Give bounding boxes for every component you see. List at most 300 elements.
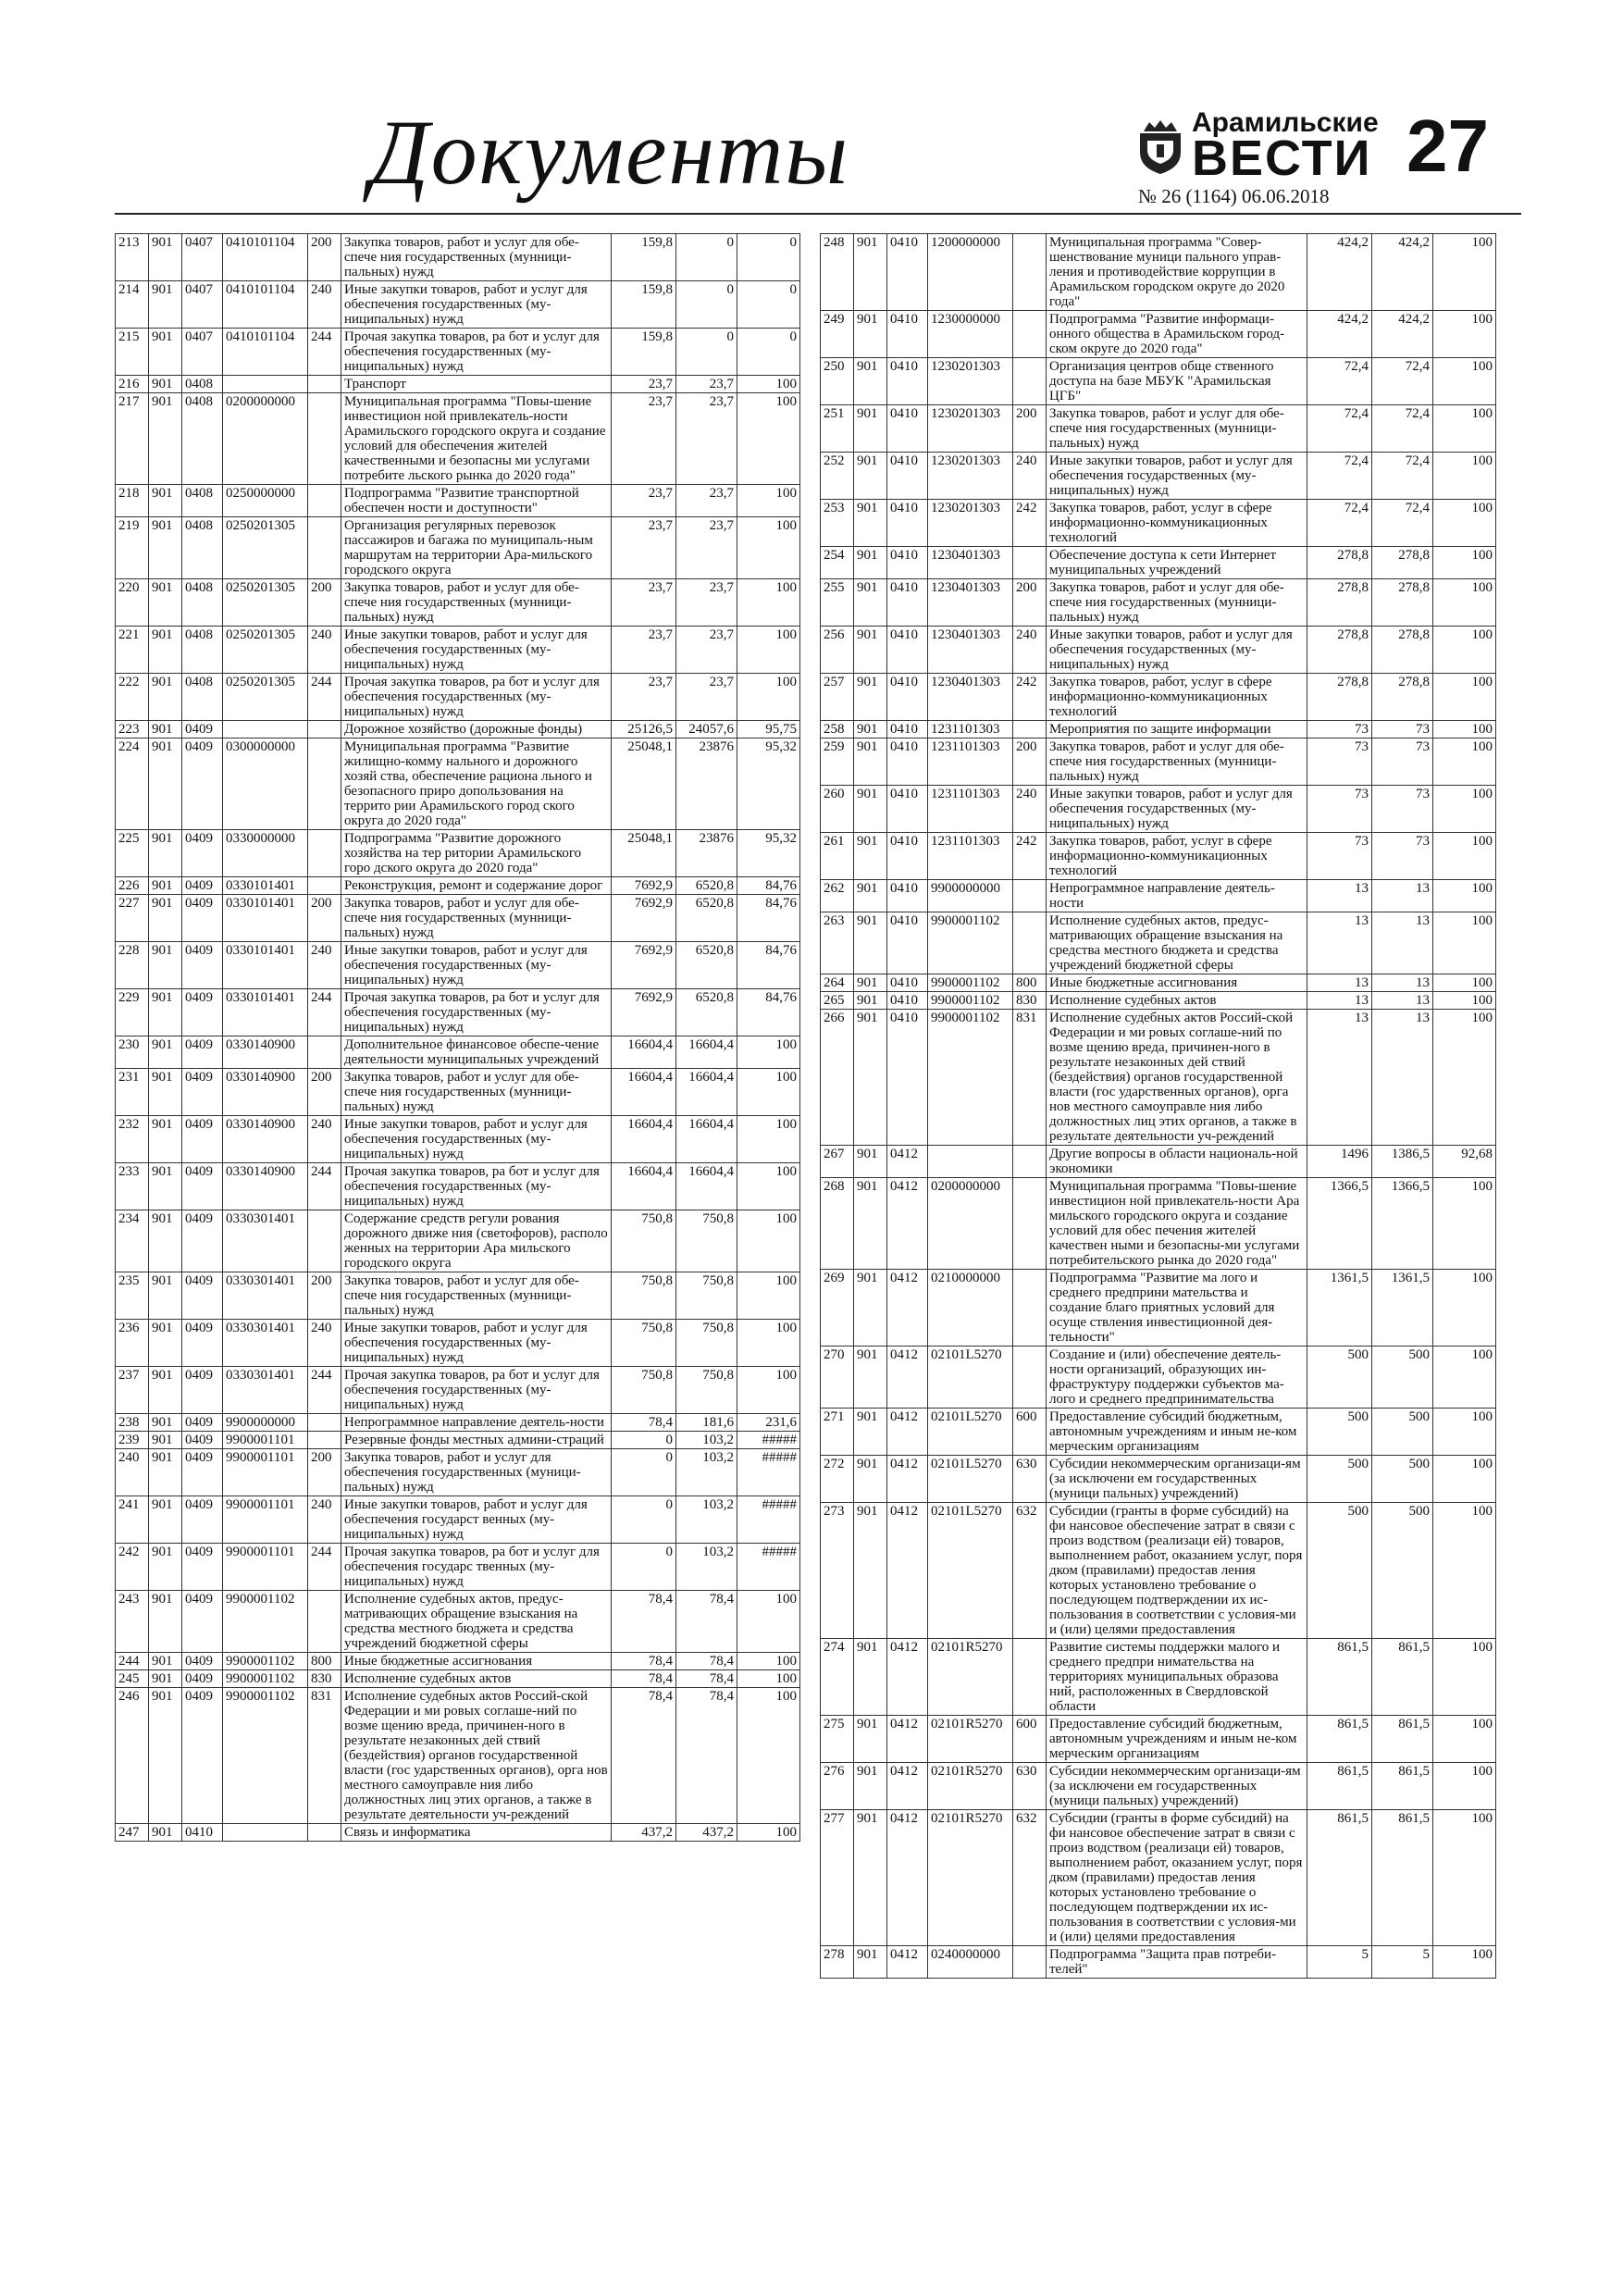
section-code: 0410 <box>182 1824 223 1842</box>
expense-type <box>308 393 341 485</box>
item-name: Обеспечение доступа к сети Интернет муниципальных учреждений <box>1047 547 1307 579</box>
item-name: Закупка товаров, работ и услуг для обе-спече ния государственных (мунници-пальных) нужд <box>341 1272 612 1320</box>
expense-type <box>308 517 341 579</box>
executed-amount: 23,7 <box>676 674 737 721</box>
planned-amount: 0 <box>612 1432 676 1449</box>
expense-type <box>308 1414 341 1432</box>
admin-code: 901 <box>854 453 887 500</box>
table-row <box>116 1591 800 1653</box>
target-code: 0410101104 <box>223 281 308 329</box>
admin-code: 901 <box>854 721 887 738</box>
planned-amount: 73 <box>1307 786 1372 833</box>
table-row <box>116 830 800 877</box>
executed-amount: 278,8 <box>1372 674 1433 721</box>
admin-code: 901 <box>149 738 182 830</box>
section-code: 0409 <box>182 1544 223 1591</box>
planned-amount: 500 <box>1307 1503 1372 1639</box>
planned-amount: 424,2 <box>1307 311 1372 358</box>
planned-amount: 861,5 <box>1307 1810 1372 1946</box>
execution-percent: 100 <box>737 393 800 485</box>
table-row <box>116 329 800 376</box>
row-number: 217 <box>116 393 149 485</box>
admin-code: 901 <box>149 989 182 1036</box>
item-name: Исполнение судебных актов <box>1047 992 1307 1010</box>
section-code: 0408 <box>182 376 223 393</box>
planned-amount: 25126,5 <box>612 721 676 738</box>
planned-amount: 861,5 <box>1307 1639 1372 1716</box>
planned-amount: 25048,1 <box>612 830 676 877</box>
admin-code: 901 <box>854 1946 887 1979</box>
section-code: 0409 <box>182 1163 223 1210</box>
expense-type <box>308 1591 341 1653</box>
target-code: 1230201303 <box>928 453 1013 500</box>
target-code: 0330101401 <box>223 989 308 1036</box>
target-code: 0210000000 <box>928 1270 1013 1347</box>
target-code: 0410101104 <box>223 329 308 376</box>
item-name: Закупка товаров, работ и услуг для обе-спече ния государственных (мунници-пальных) нужд <box>341 1069 612 1116</box>
item-name: Прочая закупка товаров, ра бот и услуг для обеспечения государственных (му-ниципальных) нужд <box>341 1367 612 1414</box>
section-code: 0409 <box>182 1449 223 1496</box>
target-code: 0330301401 <box>223 1320 308 1367</box>
target-code: 9900001101 <box>223 1432 308 1449</box>
brand-top: Арамильские <box>1192 107 1379 138</box>
expense-type <box>308 376 341 393</box>
admin-code: 901 <box>149 942 182 989</box>
table-row <box>821 833 1496 880</box>
item-name: Прочая закупка товаров, ра бот и услуг для обеспечения государственных (му-ниципальных) нужд <box>341 674 612 721</box>
admin-code: 901 <box>149 376 182 393</box>
item-name: Транспорт <box>341 376 612 393</box>
target-code: 02101R5270 <box>928 1639 1013 1716</box>
target-code: 0330301401 <box>223 1210 308 1272</box>
row-number: 255 <box>821 579 854 627</box>
table-row <box>821 500 1496 547</box>
expense-type: 200 <box>308 579 341 627</box>
admin-code: 901 <box>149 579 182 627</box>
admin-code: 901 <box>854 992 887 1010</box>
planned-amount: 278,8 <box>1307 579 1372 627</box>
planned-amount: 23,7 <box>612 517 676 579</box>
target-code: 0330301401 <box>223 1367 308 1414</box>
execution-percent: 100 <box>1433 627 1496 674</box>
execution-percent: 100 <box>1433 1810 1496 1946</box>
execution-percent: 100 <box>737 1320 800 1367</box>
item-name: Муниципальная программа "Совер-шенствование муници пального управ-ления и противодействие коррупции в Арамильском городском округе до 2020 года" <box>1047 234 1307 311</box>
section-code: 0410 <box>887 311 928 358</box>
target-code: 02101R5270 <box>928 1810 1013 1946</box>
admin-code: 901 <box>149 1210 182 1272</box>
executed-amount: 1386,5 <box>1372 1146 1433 1178</box>
expense-type: 240 <box>1013 786 1047 833</box>
executed-amount: 103,2 <box>676 1496 737 1544</box>
planned-amount: 16604,4 <box>612 1116 676 1163</box>
executed-amount: 0 <box>676 281 737 329</box>
item-name: Закупка товаров, работ и услуг для обе-спече ния государственных (мунници-пальных) нужд <box>1047 405 1307 453</box>
admin-code: 901 <box>149 1824 182 1842</box>
item-name: Предоставление субсидий бюджетным, автономным учреждениям и иным не-ком мерческим организациям <box>1047 1409 1307 1456</box>
executed-amount: 6520,8 <box>676 942 737 989</box>
admin-code: 901 <box>854 1270 887 1347</box>
expense-type <box>1013 547 1047 579</box>
admin-code: 901 <box>854 234 887 311</box>
issue-info: № 26 (1164) 06.06.2018 <box>1138 185 1330 207</box>
expense-type: 632 <box>1013 1810 1047 1946</box>
planned-amount: 424,2 <box>1307 234 1372 311</box>
table-row <box>821 1010 1496 1146</box>
table-row <box>116 627 800 674</box>
item-name: Исполнение судебных актов, предус-матривающих обращение взыскания на средства местного бюджета и средства учреждений бюджетной сферы <box>1047 912 1307 974</box>
row-number: 221 <box>116 627 149 674</box>
item-name: Иные бюджетные ассигнования <box>341 1653 612 1670</box>
expense-type <box>1013 1178 1047 1270</box>
execution-percent: 100 <box>1433 833 1496 880</box>
target-code: 1231101303 <box>928 833 1013 880</box>
page-header <box>0 0 1623 222</box>
admin-code: 901 <box>149 1163 182 1210</box>
section-code: 0410 <box>887 738 928 786</box>
expense-type <box>1013 721 1047 738</box>
admin-code: 901 <box>149 1670 182 1688</box>
execution-percent: 100 <box>1433 234 1496 311</box>
item-name: Закупка товаров, работ и услуг для обе-спече ния государственных (мунници-пальных) нужд <box>341 895 612 942</box>
admin-code: 901 <box>854 547 887 579</box>
table-row <box>821 880 1496 912</box>
row-number: 235 <box>116 1272 149 1320</box>
section-code: 0409 <box>182 721 223 738</box>
table-row <box>116 1544 800 1591</box>
expense-type: 244 <box>308 1163 341 1210</box>
target-code: 0330140900 <box>223 1036 308 1069</box>
table-row <box>116 1069 800 1116</box>
row-number: 249 <box>821 311 854 358</box>
planned-amount: 78,4 <box>612 1653 676 1670</box>
expense-type <box>1013 234 1047 311</box>
row-number: 276 <box>821 1763 854 1810</box>
admin-code: 901 <box>854 1503 887 1639</box>
executed-amount: 78,4 <box>676 1688 737 1824</box>
section-code: 0409 <box>182 1069 223 1116</box>
section-code: 0410 <box>887 721 928 738</box>
planned-amount: 0 <box>612 1544 676 1591</box>
section-code: 0412 <box>887 1946 928 1979</box>
section-code: 0409 <box>182 877 223 895</box>
planned-amount: 23,7 <box>612 393 676 485</box>
target-code <box>928 1146 1013 1178</box>
row-number: 215 <box>116 329 149 376</box>
section-code: 0412 <box>887 1503 928 1639</box>
execution-percent: 100 <box>1433 721 1496 738</box>
expense-type: 800 <box>1013 974 1047 992</box>
executed-amount: 424,2 <box>1372 234 1433 311</box>
item-name: Организация регулярных перевозок пассажиров и багажа по муниципаль-ным маршрутам на территории Ара-мильского городского округа <box>341 517 612 579</box>
executed-amount: 72,4 <box>1372 405 1433 453</box>
planned-amount: 7692,9 <box>612 942 676 989</box>
budget-table-left <box>115 233 800 1842</box>
execution-percent: 84,76 <box>737 989 800 1036</box>
item-name: Закупка товаров, работ и услуг для обе-спече ния государственных (мунници-пальных) нужд <box>1047 738 1307 786</box>
execution-percent: 100 <box>1433 1409 1496 1456</box>
table-row <box>116 1320 800 1367</box>
section-code: 0410 <box>887 786 928 833</box>
expense-type: 831 <box>1013 1010 1047 1146</box>
table-row <box>116 1367 800 1414</box>
target-code: 0250201305 <box>223 627 308 674</box>
row-number: 245 <box>116 1670 149 1688</box>
table-row <box>821 738 1496 786</box>
planned-amount: 78,4 <box>612 1688 676 1824</box>
expense-type: 200 <box>1013 405 1047 453</box>
planned-amount: 1366,5 <box>1307 1178 1372 1270</box>
planned-amount: 278,8 <box>1307 627 1372 674</box>
section-code: 0409 <box>182 1036 223 1069</box>
execution-percent: 100 <box>1433 880 1496 912</box>
row-number: 267 <box>821 1146 854 1178</box>
section-code: 0407 <box>182 329 223 376</box>
table-row <box>116 895 800 942</box>
planned-amount: 23,7 <box>612 485 676 517</box>
row-number: 262 <box>821 880 854 912</box>
row-number: 265 <box>821 992 854 1010</box>
item-name: Прочая закупка товаров, ра бот и услуг для обеспечения государственных (му-ниципальных) нужд <box>341 329 612 376</box>
execution-percent: 100 <box>737 1069 800 1116</box>
coat-of-arms-icon <box>1136 118 1184 174</box>
executed-amount: 78,4 <box>676 1653 737 1670</box>
target-code: 0330140900 <box>223 1116 308 1163</box>
row-number: 253 <box>821 500 854 547</box>
row-number: 240 <box>116 1449 149 1496</box>
executed-amount: 6520,8 <box>676 877 737 895</box>
executed-amount: 103,2 <box>676 1449 737 1496</box>
section-code: 0408 <box>182 517 223 579</box>
row-number: 266 <box>821 1010 854 1146</box>
expense-type: 200 <box>308 1272 341 1320</box>
table-row <box>821 234 1496 311</box>
table-row <box>116 234 800 281</box>
row-number: 256 <box>821 627 854 674</box>
expense-type <box>1013 358 1047 405</box>
planned-amount: 78,4 <box>612 1670 676 1688</box>
target-code: 0330101401 <box>223 942 308 989</box>
admin-code: 901 <box>854 1810 887 1946</box>
expense-type: 600 <box>1013 1409 1047 1456</box>
table-row <box>116 1272 800 1320</box>
admin-code: 901 <box>149 1069 182 1116</box>
executed-amount: 500 <box>1372 1347 1433 1409</box>
expense-type: 242 <box>1013 833 1047 880</box>
planned-amount: 73 <box>1307 833 1372 880</box>
executed-amount: 23,7 <box>676 579 737 627</box>
target-code: 02101R5270 <box>928 1763 1013 1810</box>
section-code: 0409 <box>182 738 223 830</box>
execution-percent: 100 <box>1433 974 1496 992</box>
table-row <box>116 485 800 517</box>
section-code: 0410 <box>887 992 928 1010</box>
admin-code: 901 <box>149 1591 182 1653</box>
executed-amount: 13 <box>1372 912 1433 974</box>
admin-code: 901 <box>854 627 887 674</box>
execution-percent: 100 <box>1433 579 1496 627</box>
target-code: 1230201303 <box>928 405 1013 453</box>
section-code: 0408 <box>182 579 223 627</box>
execution-percent: ##### <box>737 1544 800 1591</box>
execution-percent: 100 <box>1433 500 1496 547</box>
row-number: 224 <box>116 738 149 830</box>
expense-type <box>1013 912 1047 974</box>
item-name: Закупка товаров, работ и услуг для обе-спече ния государственных (мунници-пальных) нужд <box>341 234 612 281</box>
section-code: 0409 <box>182 1591 223 1653</box>
row-number: 264 <box>821 974 854 992</box>
executed-amount: 0 <box>676 329 737 376</box>
planned-amount: 13 <box>1307 912 1372 974</box>
planned-amount: 861,5 <box>1307 1716 1372 1763</box>
execution-percent: 95,32 <box>737 738 800 830</box>
expense-type: 830 <box>1013 992 1047 1010</box>
item-name: Закупка товаров, работ, услуг в сфере информационно-коммуникационных технологий <box>1047 833 1307 880</box>
item-name: Подпрограмма "Развитие информаци-онного общества в Арамильском город-ском округе до 2020 года" <box>1047 311 1307 358</box>
admin-code: 901 <box>149 674 182 721</box>
budget-table-right <box>820 233 1496 1979</box>
execution-percent: 100 <box>1433 1456 1496 1503</box>
target-code: 1230000000 <box>928 311 1013 358</box>
admin-code: 901 <box>854 880 887 912</box>
admin-code: 901 <box>854 1347 887 1409</box>
item-name: Иные закупки товаров, работ и услуг для обеспечения государственных (му-ниципальных) нужд <box>341 942 612 989</box>
planned-amount: 23,7 <box>612 627 676 674</box>
item-name: Закупка товаров, работ и услуг для обеспечения государственных (муници-пальных) нужд <box>341 1449 612 1496</box>
table-row <box>821 1639 1496 1716</box>
admin-code: 901 <box>149 627 182 674</box>
row-number: 218 <box>116 485 149 517</box>
expense-type: 200 <box>1013 579 1047 627</box>
item-name: Муниципальная программа "Развитие жилищно-комму нального и дорожного хозяй ства, обеспечение рациона льного и безопасного приро допользования на террито рии Арамильского город ского округа до 2020 года" <box>341 738 612 830</box>
target-code: 1231101303 <box>928 738 1013 786</box>
table-row <box>821 1946 1496 1979</box>
item-name: Субсидии (гранты в форме субсидий) на фи нансовое обеспечение затрат в связи с произ водством (реализаци ей) товаров, выполнением работ, оказанием услуг, поря дком (правилами) предостав ления которых установлено требование о последующем подтверждении их ис-пользования в соответствии с условия-ми и (или) целями предоставления <box>1047 1810 1307 1946</box>
target-code: 9900001102 <box>223 1688 308 1824</box>
planned-amount: 278,8 <box>1307 547 1372 579</box>
section-code: 0409 <box>182 1670 223 1688</box>
planned-amount: 7692,9 <box>612 895 676 942</box>
executed-amount: 16604,4 <box>676 1036 737 1069</box>
expense-type <box>308 1210 341 1272</box>
table-row <box>821 1810 1496 1946</box>
row-number: 259 <box>821 738 854 786</box>
section-code: 0409 <box>182 989 223 1036</box>
row-number: 241 <box>116 1496 149 1544</box>
planned-amount: 500 <box>1307 1409 1372 1456</box>
execution-percent: 100 <box>1433 1270 1496 1347</box>
table-row <box>821 1347 1496 1409</box>
row-number: 263 <box>821 912 854 974</box>
table-row <box>116 674 800 721</box>
item-name: Резервные фонды местных админи-страций <box>341 1432 612 1449</box>
section-code: 0410 <box>887 880 928 912</box>
section-code: 0410 <box>887 974 928 992</box>
item-name: Исполнение судебных актов Россий-ской Федерации и ми ровых соглаше-ний по возме щению вреда, причинен-ного в результате незаконных дей ствий (бездействия) органов государственной власти (гос ударственных органов), орга нов местного самоуправле ния либо должностных лиц этих органов, а также в результате деятельности уч-реждений <box>1047 1010 1307 1146</box>
admin-code: 901 <box>854 833 887 880</box>
expense-type: 242 <box>1013 674 1047 721</box>
row-number: 234 <box>116 1210 149 1272</box>
target-code: 9900001101 <box>223 1449 308 1496</box>
execution-percent: 0 <box>737 234 800 281</box>
expense-type: 600 <box>1013 1716 1047 1763</box>
row-number: 213 <box>116 234 149 281</box>
execution-percent: 100 <box>1433 1946 1496 1979</box>
table-row <box>116 393 800 485</box>
item-name: Исполнение судебных актов <box>341 1670 612 1688</box>
item-name: Субсидии (гранты в форме субсидий) на фи нансовое обеспечение затрат в связи с произ водством (реализаци ей) товаров, выполнением работ, оказанием услуг, поря дком (правилами) предостав ления которых установлено требование о последующем подтверждении их ис-пользования в соответствии с условия-ми и (или) целями предоставления <box>1047 1503 1307 1639</box>
executed-amount: 23,7 <box>676 376 737 393</box>
item-name: Мероприятия по защите информации <box>1047 721 1307 738</box>
execution-percent: 100 <box>737 1670 800 1688</box>
row-number: 269 <box>821 1270 854 1347</box>
section-code: 0412 <box>887 1347 928 1409</box>
target-code: 9900001102 <box>928 1010 1013 1146</box>
planned-amount: 72,4 <box>1307 453 1372 500</box>
executed-amount: 73 <box>1372 786 1433 833</box>
expense-type <box>1013 1270 1047 1347</box>
execution-percent: 100 <box>737 579 800 627</box>
target-code: 1230201303 <box>928 500 1013 547</box>
executed-amount: 1361,5 <box>1372 1270 1433 1347</box>
target-code: 0240000000 <box>928 1946 1013 1979</box>
admin-code: 901 <box>854 311 887 358</box>
item-name: Иные бюджетные ассигнования <box>1047 974 1307 992</box>
section-code: 0410 <box>887 833 928 880</box>
section-code: 0412 <box>887 1716 928 1763</box>
expense-type: 240 <box>308 627 341 674</box>
executed-amount: 73 <box>1372 721 1433 738</box>
planned-amount: 159,8 <box>612 281 676 329</box>
planned-amount: 13 <box>1307 992 1372 1010</box>
execution-percent: 100 <box>737 376 800 393</box>
execution-percent: 100 <box>737 485 800 517</box>
row-number: 273 <box>821 1503 854 1639</box>
expense-type <box>1013 311 1047 358</box>
admin-code: 901 <box>854 1409 887 1456</box>
executed-amount: 72,4 <box>1372 358 1433 405</box>
section-code: 0412 <box>887 1409 928 1456</box>
row-number: 254 <box>821 547 854 579</box>
item-name: Дополнительное финансовое обеспе-чение деятельности муниципальных учреждений <box>341 1036 612 1069</box>
planned-amount: 159,8 <box>612 234 676 281</box>
table-row <box>821 311 1496 358</box>
planned-amount: 750,8 <box>612 1210 676 1272</box>
planned-amount: 750,8 <box>612 1272 676 1320</box>
execution-percent: 100 <box>737 1367 800 1414</box>
expense-type: 240 <box>308 1320 341 1367</box>
admin-code: 901 <box>854 912 887 974</box>
section-code: 0409 <box>182 1320 223 1367</box>
section-code: 0410 <box>887 547 928 579</box>
table-row <box>821 1763 1496 1810</box>
row-number: 230 <box>116 1036 149 1069</box>
expense-type: 244 <box>308 989 341 1036</box>
target-code <box>223 1824 308 1842</box>
section-code: 0409 <box>182 1210 223 1272</box>
execution-percent: 100 <box>1433 1010 1496 1146</box>
execution-percent: 100 <box>737 1688 800 1824</box>
row-number: 261 <box>821 833 854 880</box>
planned-amount: 861,5 <box>1307 1763 1372 1810</box>
expense-type: 632 <box>1013 1503 1047 1639</box>
executed-amount: 278,8 <box>1372 579 1433 627</box>
target-code: 0330101401 <box>223 877 308 895</box>
executed-amount: 437,2 <box>676 1824 737 1842</box>
row-number: 274 <box>821 1639 854 1716</box>
section-code: 0410 <box>887 1010 928 1146</box>
expense-type <box>1013 1946 1047 1979</box>
